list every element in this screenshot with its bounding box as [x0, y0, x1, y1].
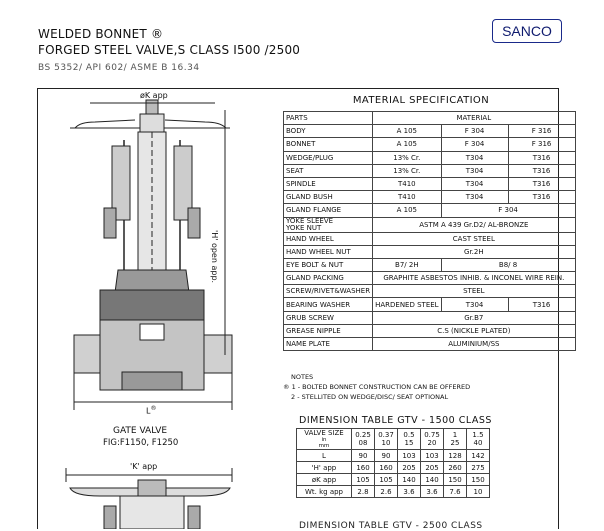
dimension-label: L	[297, 450, 352, 462]
material-row	[284, 191, 576, 204]
material-row	[284, 164, 576, 177]
size-mm: 40	[473, 439, 483, 447]
dimension-value: 103	[421, 450, 444, 462]
material-spec-title: MATERIAL SPECIFICATION	[352, 95, 490, 106]
material-row	[284, 204, 576, 217]
valve-size-row	[297, 429, 490, 450]
doc-standards: BS 5352/ API 602/ ASME B 16.34	[38, 63, 200, 73]
material-value: CAST STEEL	[373, 232, 575, 245]
l-label-text: L	[146, 406, 151, 416]
dimension-label: Wt. kg app	[297, 486, 352, 498]
dimension-label: øK app	[297, 474, 352, 486]
material-value: Gr.2H	[373, 245, 575, 258]
dimension-value: 142	[467, 450, 490, 462]
size-mm: 25	[450, 439, 460, 447]
part-name: HAND WHEEL NUT	[284, 245, 373, 258]
dimension-value: 103	[398, 450, 421, 462]
dimension-row	[297, 474, 490, 486]
valve-size-cell	[352, 429, 375, 450]
k-top-label: øK app	[140, 91, 168, 100]
valve-size-cell	[444, 429, 467, 450]
valve-size-cell	[467, 429, 490, 450]
doc-title-line1: WELDED BONNET ®	[38, 27, 164, 41]
dimension-value: 128	[444, 450, 467, 462]
material-value: 13% Cr.	[373, 164, 441, 177]
dimension-table	[296, 428, 490, 498]
material-row	[284, 324, 576, 337]
material-row	[284, 298, 576, 311]
material-value: T316	[508, 151, 575, 164]
dimension-table-2-title: DIMENSION TABLE GTV - 2500 CLASS	[299, 521, 483, 531]
h-dimension-label: 'H' open app.	[210, 230, 219, 284]
material-row	[284, 217, 576, 232]
material-value: T316	[508, 177, 575, 190]
size-inch: 0.37	[378, 431, 394, 439]
drawing-caption: GATE VALVE	[113, 426, 168, 436]
part-name: GRUB SCREW	[284, 311, 373, 324]
dimension-value: 205	[398, 462, 421, 474]
material-value: T316	[508, 191, 575, 204]
material-row	[284, 311, 576, 324]
material-value: A 105	[373, 125, 441, 138]
part-name: GLAND PACKING	[284, 272, 373, 285]
note-1: ® 1 - BOLTED BONNET CONSTRUCTION CAN BE OFFERED	[283, 383, 471, 391]
l-label-note: ®	[150, 405, 157, 412]
material-value: F 316	[508, 125, 575, 138]
part-name: HAND WHEEL	[284, 232, 373, 245]
material-row	[284, 138, 576, 151]
dimension-value: 2.6	[375, 486, 398, 498]
part-name: NAME PLATE	[284, 338, 373, 351]
part-name: SEAT	[284, 164, 373, 177]
part-name: BODY	[284, 125, 373, 138]
material-row	[284, 125, 576, 138]
doc-title-line2: FORGED STEEL VALVE,S CLASS I500 /2500	[38, 43, 301, 57]
valve-size-cell	[375, 429, 398, 450]
material-value: Gr.B7	[373, 311, 575, 324]
valve-size-cell	[421, 429, 444, 450]
size-inch: 0.5	[403, 431, 415, 439]
dimension-value: 150	[467, 474, 490, 486]
l-dimension-label	[146, 405, 156, 416]
material-value: F 304	[441, 125, 508, 138]
dimension-value: 105	[375, 474, 398, 486]
material-row	[284, 245, 576, 258]
material-value: T410	[373, 191, 441, 204]
material-row	[284, 258, 576, 271]
dimension-value: 140	[398, 474, 421, 486]
size-mm: 20	[427, 439, 437, 447]
dimension-table-title: DIMENSION TABLE GTV - 1500 CLASS	[299, 415, 492, 426]
dimension-label: 'H' app	[297, 462, 352, 474]
dimension-value: 275	[467, 462, 490, 474]
material-row	[284, 232, 576, 245]
material-value: A 105	[373, 204, 441, 217]
material-value: T304	[441, 191, 508, 204]
material-value: T304	[441, 177, 508, 190]
k-bottom-label: 'K' app	[130, 462, 158, 471]
material-value: 13% Cr.	[373, 151, 441, 164]
material-value: B7/ 2H	[373, 258, 441, 271]
size-mm: 15	[404, 439, 414, 447]
dimension-value: 105	[352, 474, 375, 486]
material-value: T410	[373, 177, 441, 190]
note-2: 2 - STELLITED ON WEDGE/DISC/ SEAT OPTIONAL	[291, 393, 449, 401]
material-value: GRAPHITE ASBESTOS INHIB. & INCONEL WIRE REIN.	[373, 272, 575, 285]
drawing-figure-ref: FIG:F1150, F1250	[103, 438, 179, 448]
valve-size-units	[319, 437, 330, 449]
part-name: EYE BOLT & NUT	[284, 258, 373, 271]
material-value: A 105	[373, 138, 441, 151]
dimension-value: 90	[352, 450, 375, 462]
material-value: T304	[441, 164, 508, 177]
material-value: HARDENED STEEL	[373, 298, 441, 311]
dimension-value: 7.6	[444, 486, 467, 498]
part-name: SCREW/RIVET&WASHER	[284, 285, 373, 298]
material-row	[284, 272, 576, 285]
material-table	[283, 111, 576, 351]
valve-size-label	[297, 429, 352, 450]
material-header-row	[284, 112, 576, 125]
material-value: ASTM A 439 Gr.D2/ AL-BRONZE	[373, 217, 575, 232]
part-name: WEDGE/PLUG	[284, 151, 373, 164]
valve-size-cell	[398, 429, 421, 450]
size-inch: 1	[452, 431, 458, 439]
dimension-value: 3.6	[398, 486, 421, 498]
material-value: C.S (NICKLE PLATED)	[373, 324, 575, 337]
material-value: STEEL	[373, 285, 575, 298]
size-inch: 0.75	[424, 431, 440, 439]
material-row	[284, 285, 576, 298]
dimension-value: 160	[375, 462, 398, 474]
part-name: GLAND BUSH	[284, 191, 373, 204]
material-row	[284, 338, 576, 351]
material-header: MATERIAL	[373, 112, 575, 125]
notes-title: NOTES	[291, 373, 314, 381]
material-value: F 316	[508, 138, 575, 151]
material-value: T304	[441, 151, 508, 164]
material-value: F 304	[441, 138, 508, 151]
valve-size-text: VALVE SIZE	[304, 429, 344, 437]
parts-header: PARTS	[284, 112, 373, 125]
dimension-value: 205	[421, 462, 444, 474]
material-value: B8/ 8	[441, 258, 575, 271]
notes-block	[283, 372, 470, 402]
part-name: BONNET	[284, 138, 373, 151]
material-value: ALUMINIUM/SS	[373, 338, 575, 351]
dimension-row	[297, 450, 490, 462]
dimension-value: 2.8	[352, 486, 375, 498]
part-name: BEARING WASHER	[284, 298, 373, 311]
dimension-row	[297, 462, 490, 474]
material-row	[284, 151, 576, 164]
dimension-row	[297, 486, 490, 498]
size-mm: 10	[381, 439, 391, 447]
material-value: T304	[441, 298, 508, 311]
dimension-value: 3.6	[421, 486, 444, 498]
dimension-value: 150	[444, 474, 467, 486]
material-row	[284, 177, 576, 190]
size-mm: 08	[358, 439, 368, 447]
size-unit-in: in	[321, 437, 327, 443]
dimension-value: 90	[375, 450, 398, 462]
part-name: YOKE SLEEVE YOKE NUT	[284, 217, 373, 232]
dimension-value: 160	[352, 462, 375, 474]
size-inch: 1.5	[472, 431, 484, 439]
dimension-value: 10	[467, 486, 490, 498]
part-name: GLAND FLANGE	[284, 204, 373, 217]
dimension-value: 140	[421, 474, 444, 486]
dimension-value: 260	[444, 462, 467, 474]
sanco-logo: SANCO	[492, 19, 562, 43]
size-inch: 0.25	[355, 431, 371, 439]
material-value: F 304	[441, 204, 575, 217]
part-name: GREASE NIPPLE	[284, 324, 373, 337]
material-value: T316	[508, 164, 575, 177]
material-value: T316	[508, 298, 575, 311]
size-unit-mm: mm	[318, 443, 330, 449]
part-name: SPINDLE	[284, 177, 373, 190]
